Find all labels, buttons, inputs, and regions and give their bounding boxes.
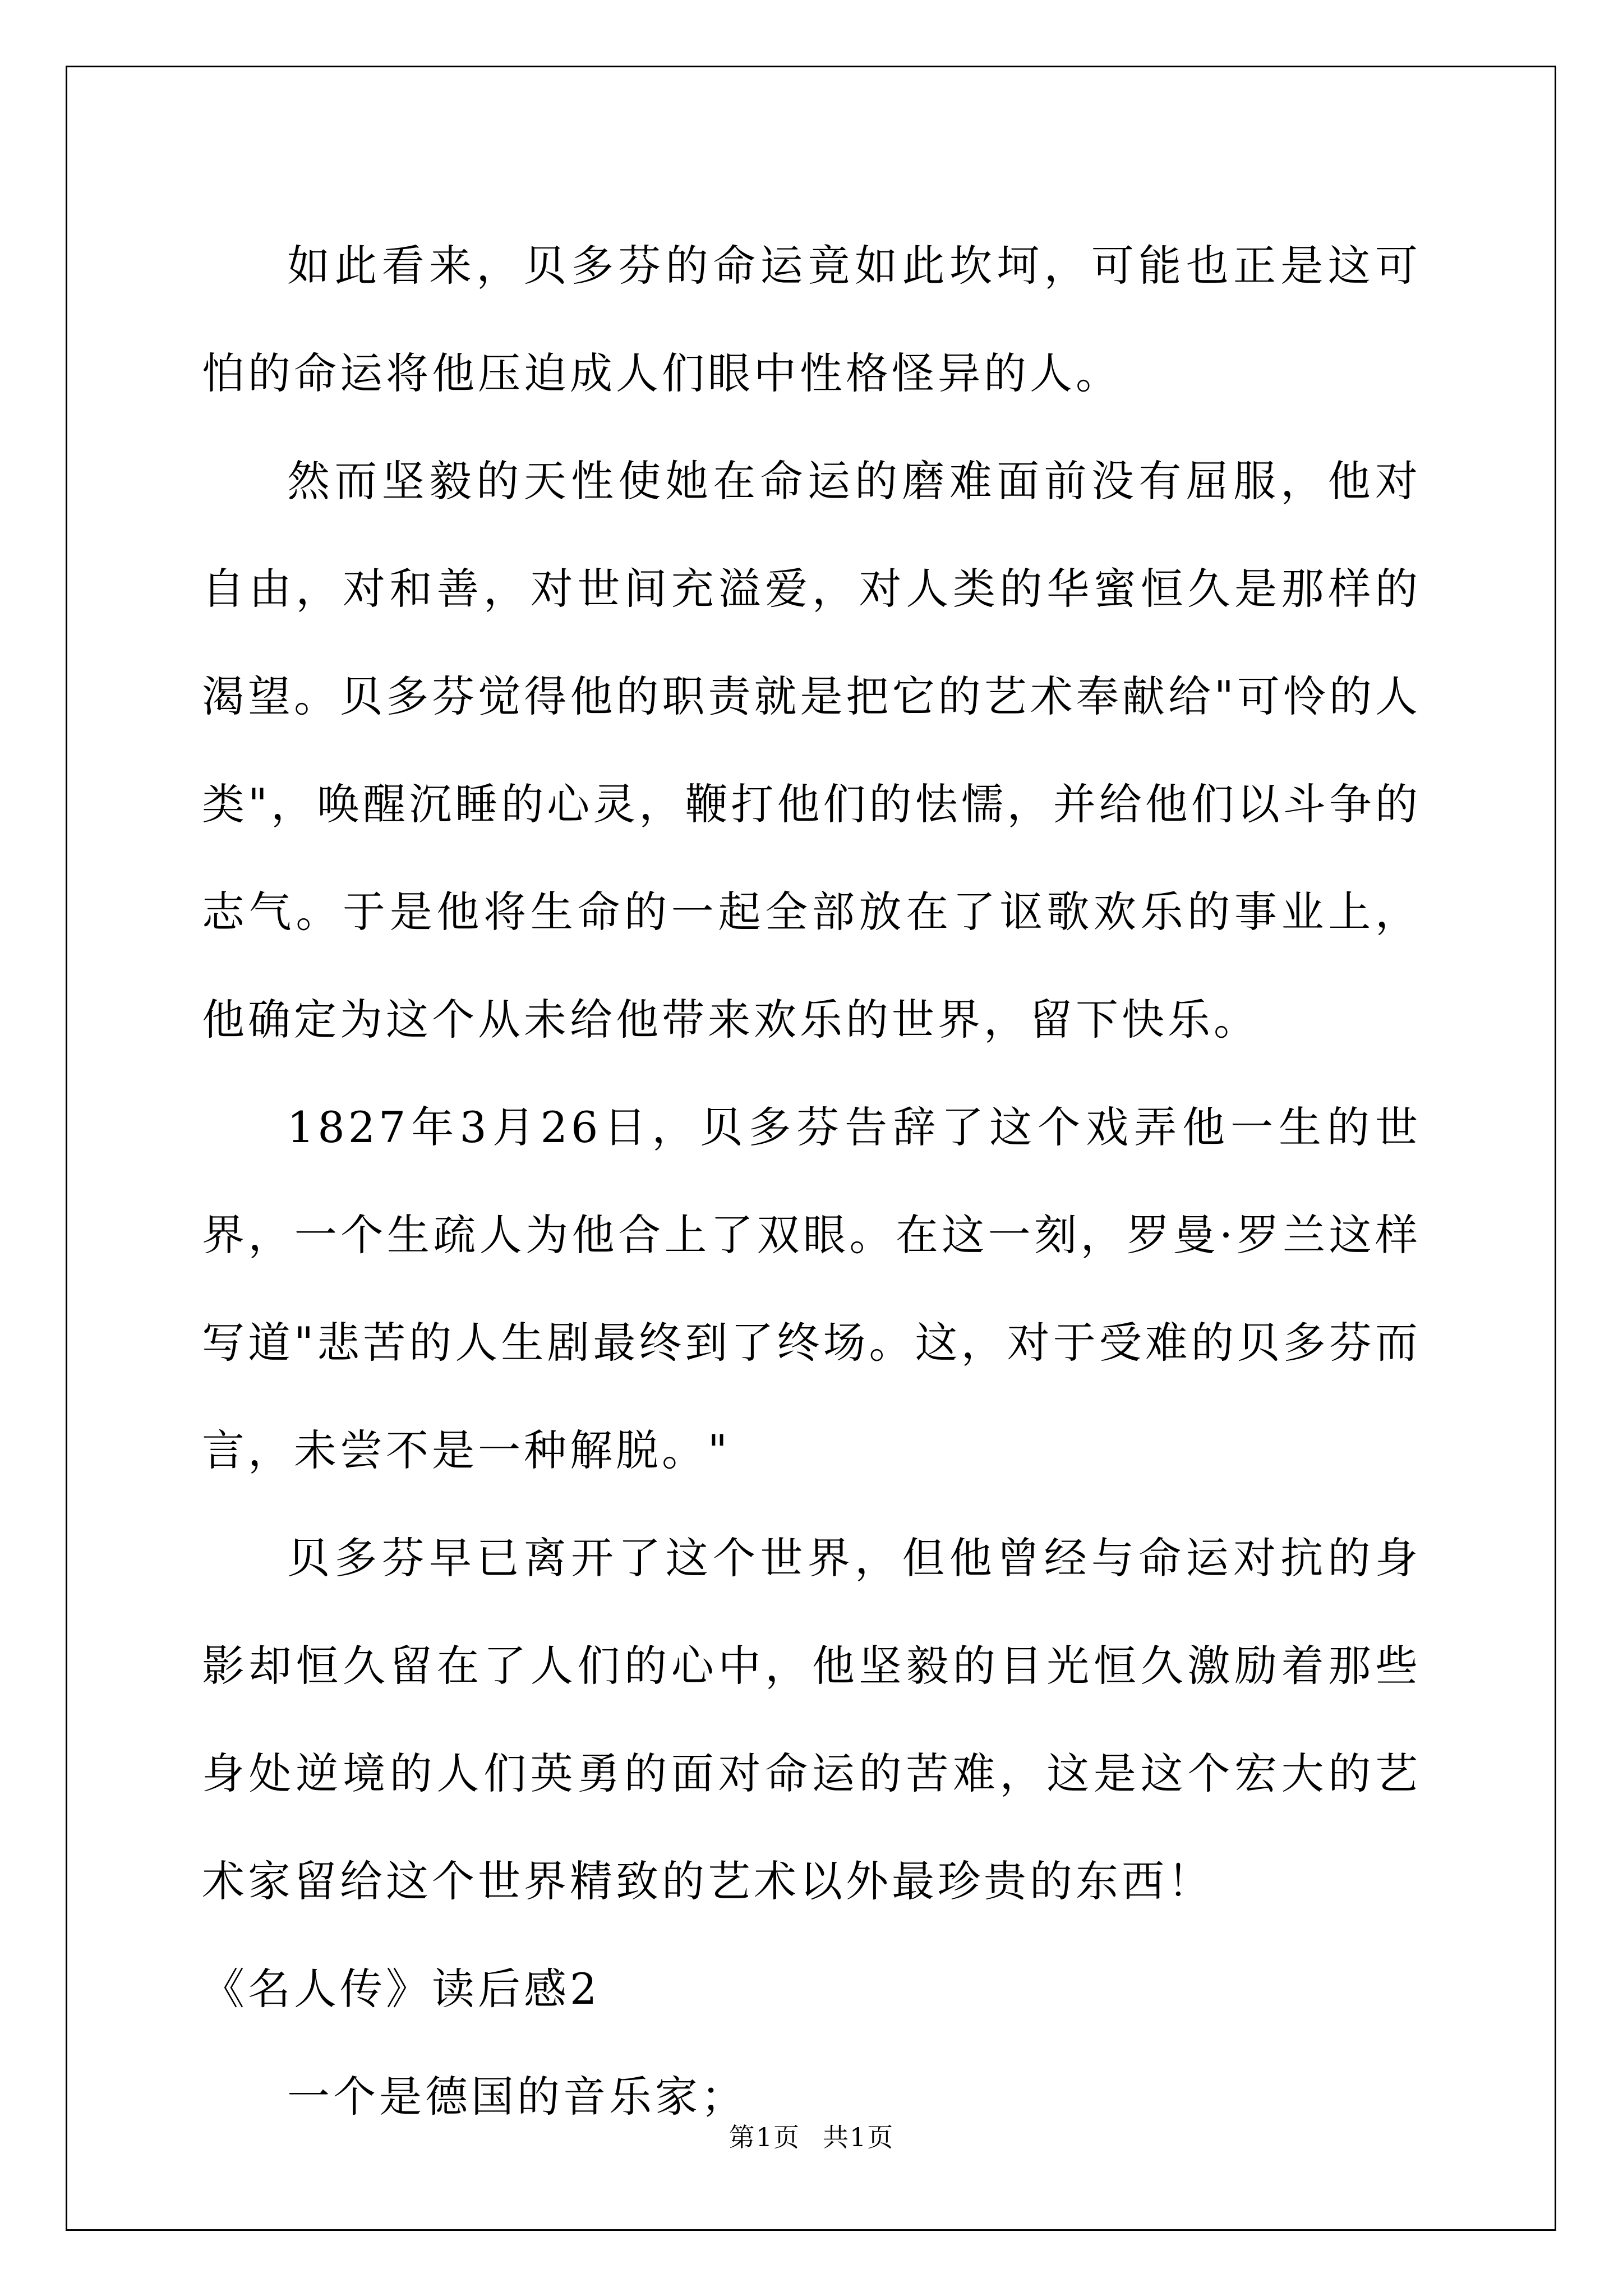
paragraph-5: 一个是德国的音乐家；: [287, 2072, 747, 2122]
section-heading: 《名人传》读后感2: [202, 1964, 601, 2014]
paragraph-3: 1827年3月26日，贝多芬告辞了这个戏弄他一生的世界，一个生疏人为他合上了双眼。在这一刻，罗曼·罗兰这样写道"悲苦的人生剧最终到了终场。这，对于受难的贝多芬而言，未尝不是一种解脱。": [202, 1102, 1421, 1475]
document-body: [202, 212, 1421, 2151]
paragraph-2: 然而坚毅的天性使她在命运的磨难面前没有屈服，他对自由，对和善，对世间充溢爱，对人类的华蜜恒久是那样的渴望。贝多芬觉得他的职责就是把它的艺术奉献给"可怜的人类"，唤醒沉睡的心灵，鞭打他们的怯懦，并给他们以斗争的志气。于是他将生命的一起全部放在了讴歌欢乐的事业上，他确定为这个从未给他带来欢乐的世界，留下快乐。: [202, 456, 1421, 1045]
paragraph-1: 如此看来，贝多芬的命运竟如此坎坷，可能也正是这可怕的命运将他压迫成人们眼中性格怪异的人。: [202, 241, 1421, 398]
paragraph-4: 贝多芬早已离开了这个世界，但他曾经与命运对抗的身影却恒久留在了人们的心中，他坚毅的目光恒久激励着那些身处逆境的人们英勇的面对命运的苦难，这是这个宏大的艺术家留给这个世界精致的艺术以外最珍贵的东西！: [202, 1533, 1421, 1906]
page-number: 第1页: [728, 2122, 800, 2152]
page-total: 共1页: [823, 2122, 895, 2152]
page-footer: [0, 2120, 1623, 2154]
